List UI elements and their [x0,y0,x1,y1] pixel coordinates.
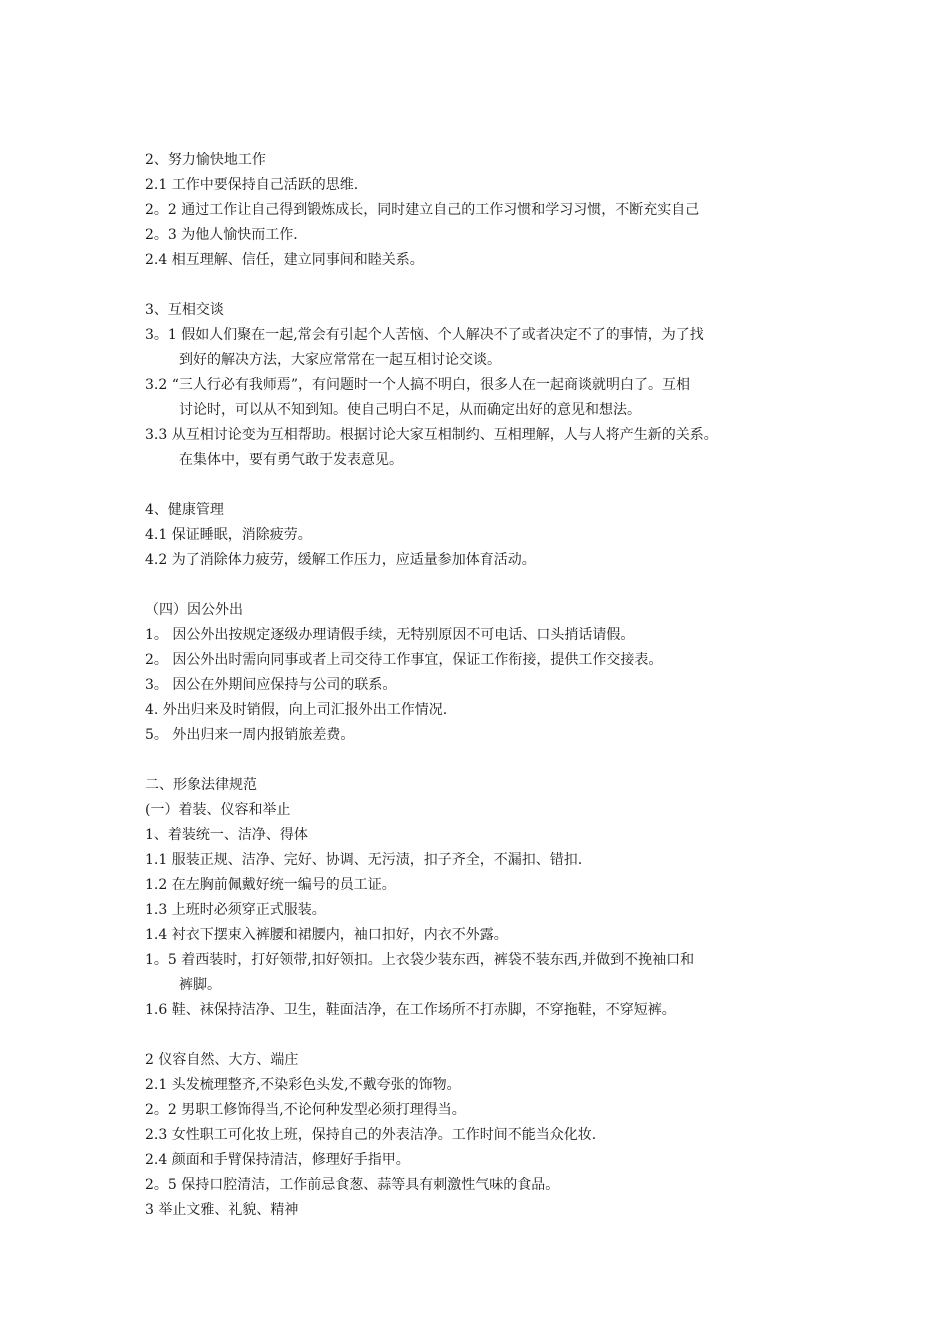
text-line: 3。 因公在外期间应保持与公司的联系。 [145,677,397,693]
blank-line [145,573,825,598]
text-line: 1.4 衬衣下摆束入裤腰和裙腰内，袖口扣好，内衣不外露。 [145,927,508,943]
blank-line [145,748,825,773]
text-line: 2。2 男职工修饰得当,不论何种发型必须打理得当。 [145,1102,466,1118]
text-line: 4. 外出归来及时销假，向上司汇报外出工作情况. [145,702,448,718]
text-line: 2。5 保持口腔清洁，工作前忌食葱、蒜等具有刺激性气味的食品。 [145,1177,560,1193]
text-line: 2。3 为他人愉快而工作. [145,227,298,243]
document-body [145,148,825,1223]
text-line: 1.2 在左胸前佩戴好统一编号的员工证。 [145,877,396,893]
text-line: 1。5 着西装时，打好领带,扣好领扣。上衣袋少装东西，裤袋不装东西,并做到不挽袖口和 [145,952,695,968]
text-line: 5。 外出归来一周内报销旅差费。 [145,727,355,743]
text-line: (一）着装、仪容和举止 [145,802,291,818]
text-line: 1.3 上班时必须穿正式服装。 [145,902,326,918]
paragraph-continuation-line: 在集体中，要有勇气敢于发表意见。 [179,452,403,468]
blank-line [145,1023,825,1048]
text-line: 3、互相交谈 [145,302,224,318]
text-line: 2、努力愉快地工作 [145,152,266,168]
text-line: 2 仪容自然、大方、端庄 [145,1052,299,1068]
text-line: 1.1 服装正规、洁净、完好、协调、无污渍，扣子齐全，不漏扣、错扣. [145,852,583,868]
text-line: 4.2 为了消除体力疲劳，缓解工作压力，应适量参加体育活动。 [145,552,536,568]
text-line: 3。1 假如人们聚在一起,常会有引起个人苦恼、个人解决不了或者决定不了的事情，为了找 [145,327,704,343]
blank-line [145,473,825,498]
text-line: 2。2 通过工作让自己得到锻炼成长，同时建立自己的工作习惯和学习习惯，不断充实自己 [145,202,700,218]
text-line: 2.4 相互理解、信任，建立同事间和睦关系。 [145,252,424,268]
text-line: 4.1 保证睡眠，消除疲劳。 [145,527,312,543]
text-line: 1.6 鞋、袜保持洁净、卫生，鞋面洁净，在工作场所不打赤脚，不穿拖鞋，不穿短裤。 [145,1002,676,1018]
text-line: 1。 因公外出按规定逐级办理请假手续，无特别原因不可电话、口头捎话请假。 [145,627,635,643]
text-line: 4、健康管理 [145,502,224,518]
text-line: 二、形象法律规范 [145,777,257,793]
text-line: 2.4 颜面和手臂保持清洁，修理好手指甲。 [145,1152,410,1168]
text-line: 2.3 女性职工可化妆上班，保持自己的外表洁净。工作时间不能当众化妆. [145,1127,597,1143]
text-line: 3.3 从互相讨论变为互相帮助。根据讨论大家互相制约、互相理解，人与人将产生新的关系。 [145,427,718,443]
text-line: 3.2 “三人行必有我师焉”，有问题时一个人搞不明白，很多人在一起商谈就明白了。互相 [145,377,691,393]
text-line: 3 举止文雅、礼貌、精神 [145,1202,299,1218]
text-line: 2。 因公外出时需向同事或者上司交待工作事宜，保证工作衔接，提供工作交接表。 [145,652,663,668]
text-line: （四）因公外出 [145,602,243,618]
text-line: 2.1 工作中要保持自己活跃的思维. [145,177,359,193]
paragraph-continuation-line: 到好的解决方法，大家应常常在一起互相讨论交谈。 [179,352,501,368]
text-line: 1、着装统一、洁净、得体 [145,827,308,843]
paragraph-continuation-line: 讨论时，可以从不知到知。使自己明白不足，从而确定出好的意见和想法。 [179,402,641,418]
paragraph-continuation-line: 裤脚。 [179,977,221,993]
blank-line [145,273,825,298]
text-line: 2.1 头发梳理整齐,不染彩色头发,不戴夸张的饰物。 [145,1077,461,1093]
